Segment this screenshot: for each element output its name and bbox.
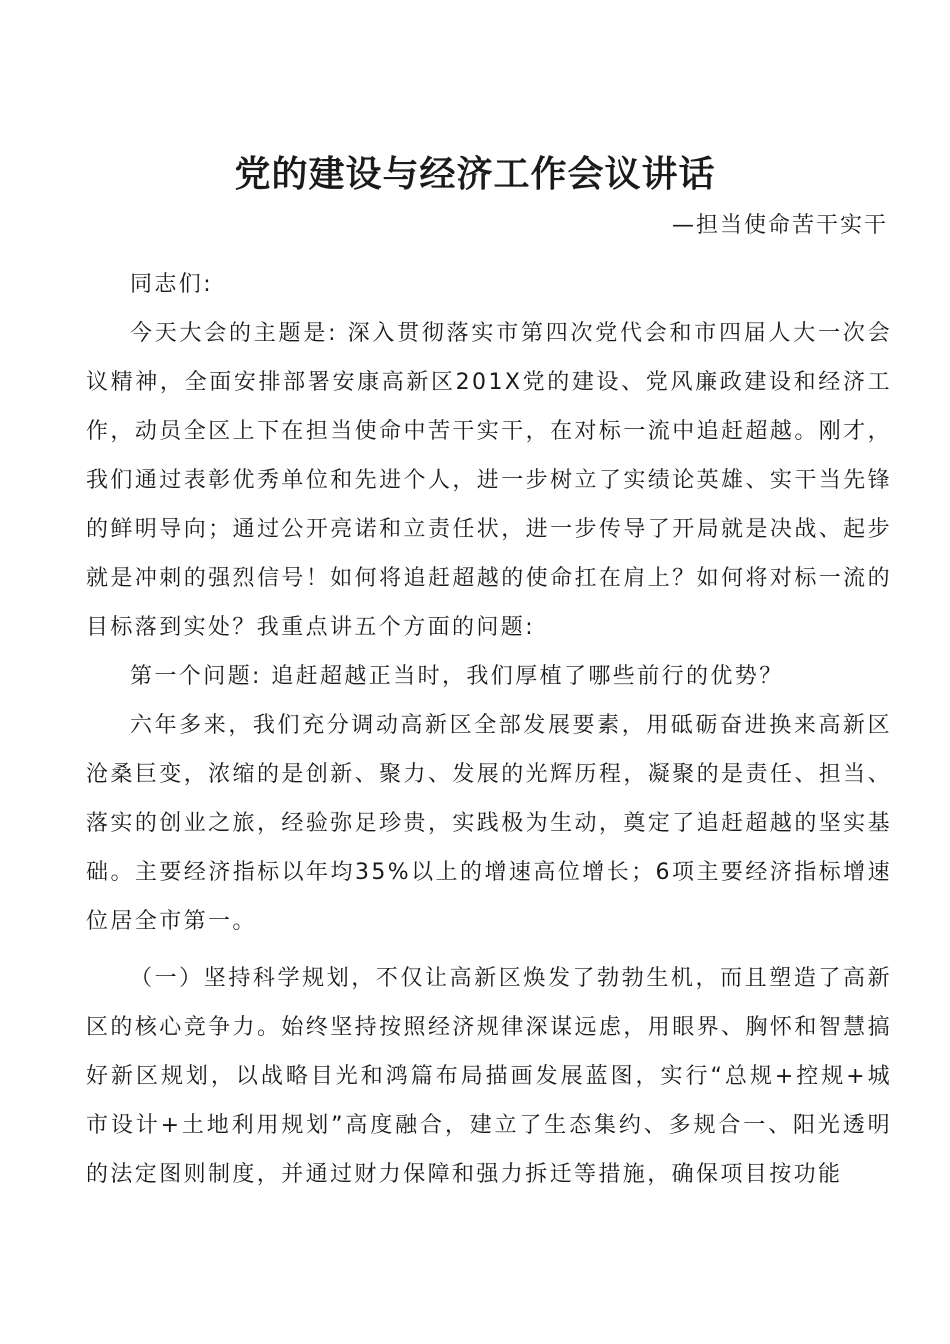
planning-paragraph: （一）坚持科学规划，不仅让高新区焕发了勃勃生机，而且塑造了高新区的核心竞争力。始终坚持按照经济规律深谋远虑，用眼界、胸怀和智慧搞好新区规划，以战略目光和鸿篇布局描画发展蓝图，实行“总规+控规+城市设计+土地利用规划”高度融合，建立了生态集约、多规合一、阳光透明的法定图则制度，并通过财力保障和强力拆迁等措施，确保项目按功能 xyxy=(86,966,892,1187)
document-title: 党的建设与经济工作会议讲话 xyxy=(234,153,716,195)
intro-paragraph: 今天大会的主题是: 深入贯彻落实市第四次党代会和市四届人大一次会议精神，全面安排部署安康高新区201X党的建设、党风廉政建设和经济工作，动员全区上下在担当使命中苦干实干，在对标一流中追赶超越。刚才，我们通过表彰优秀单位和先进个人，进一步树立了实绩论英雄、实干当先锋的鲜明导向；通过公开亮诺和立责任状，进一步传导了开局就是决战、起步就是冲刺的强烈信号！如何将追赶超越的使命扛在肩上？如何将对标一流的目标落到实处？我重点讲五个方面的问题: xyxy=(86,321,892,640)
salutation-paragraph: 同志们: xyxy=(130,272,214,297)
achievements-paragraph: 六年多来，我们充分调动高新区全部发展要素，用砥砺奋进换来高新区沧桑巨变，浓缩的是创新、聚力、发展的光辉历程，凝聚的是责任、担当、落实的创业之旅，经验弥足珍贵，实践极为生动，奠定了追赶超越的坚实基础。主要经济指标以年均35%以上的增速高位增长；6项主要经济指标增速位居全市第一。 xyxy=(86,713,892,934)
first-question-heading: 第一个问题: 追赶超越正当时，我们厚植了哪些前行的优势？ xyxy=(130,664,784,689)
document-subtitle: —担当使命苦干实干 xyxy=(671,213,888,238)
document-body xyxy=(86,260,892,1199)
